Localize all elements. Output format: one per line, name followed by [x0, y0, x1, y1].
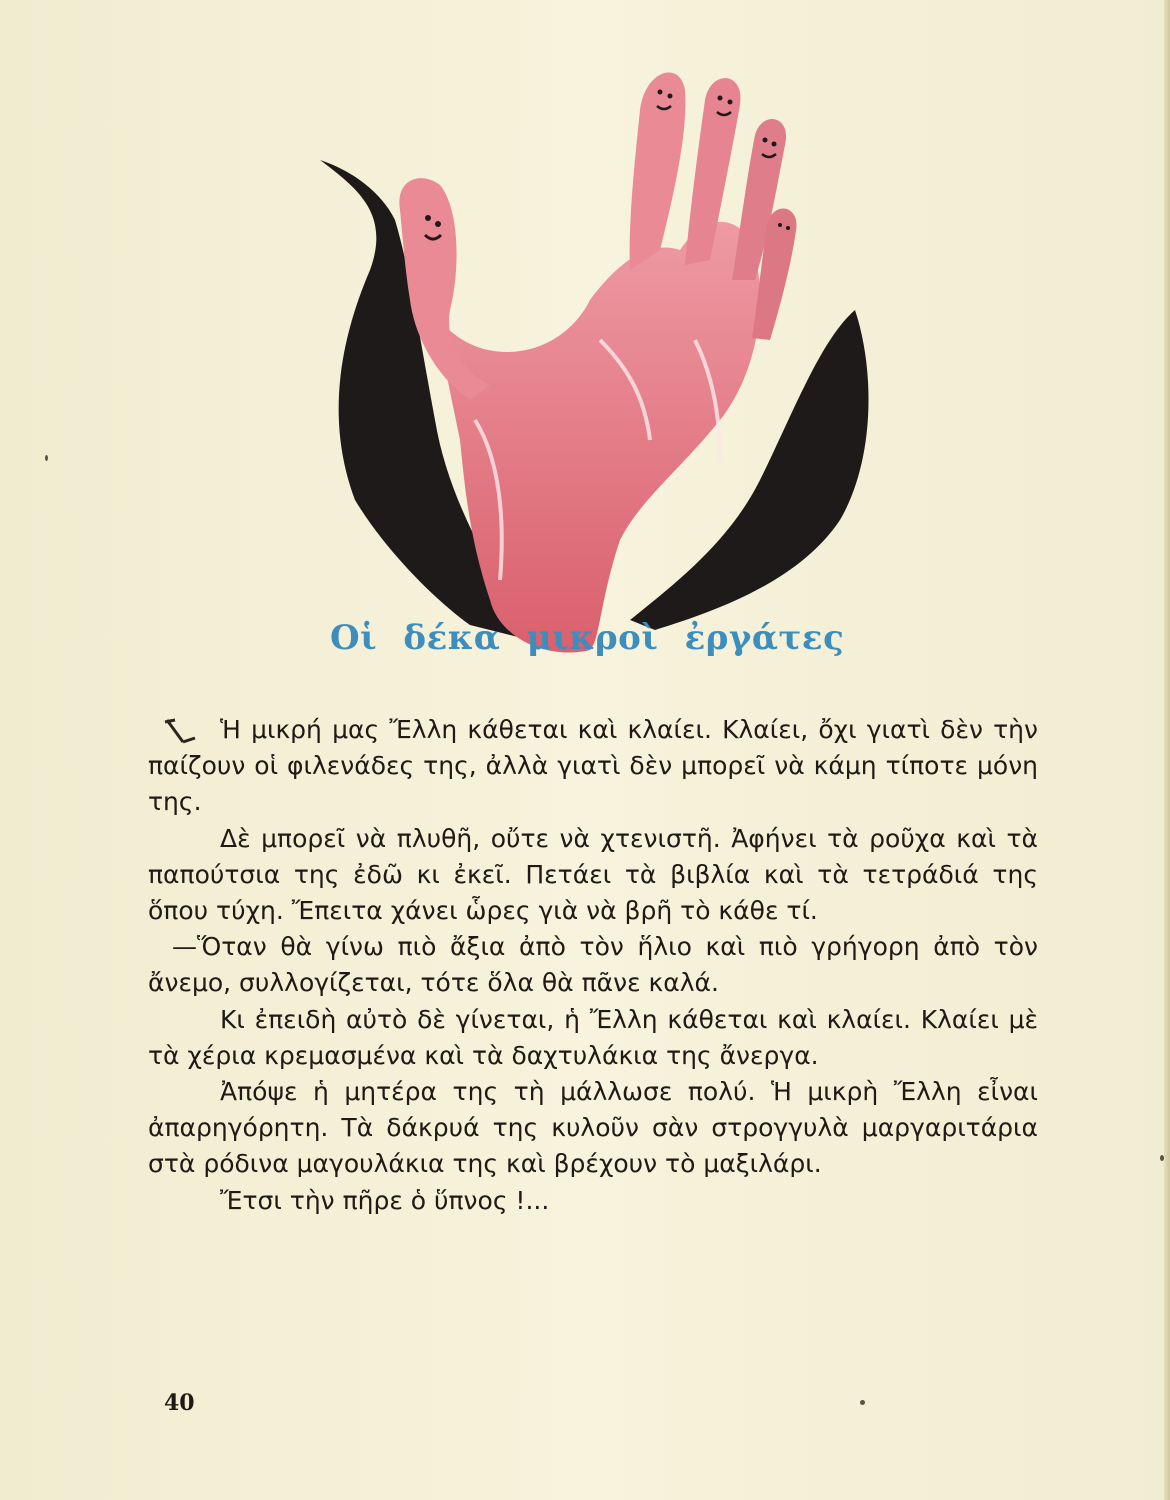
paragraph-4: Κι ἐπειδὴ αὐτὸ δὲ γίνεται, ἡ Ἔλλη κάθεται καὶ κλαίει. Κλαίει μὲ τὰ χέρια κρεμασμένα καὶ τὰ δαχτυλάκια της ἄνεργα. — [148, 1004, 1038, 1070]
story-title: Οἱ δέκα μικροὶ ἐργάτες — [330, 618, 845, 658]
paragraph-3: —Ὅταν θὰ γίνω πιὸ ἄξια ἀπὸ τὸν ἥλιο καὶ πιὸ γρήγορη ἀπὸ τὸν ἄνεμο, συλλογίζεται, τότε ὅλα θὰ πᾶνε καλά. — [148, 932, 1038, 998]
paper-speck — [45, 455, 48, 461]
paper-speck — [860, 1400, 865, 1405]
page-number: 40 — [164, 1390, 195, 1416]
paragraph-5: Ἀπόψε ἡ μητέρα της τὴ μάλλωσε πολύ. Ἡ μικρὴ Ἔλλη εἶναι ἀπαρηγόρητη. Τὰ δάκρυά της κυλοῦν σὰν στρογγυλὰ μαργαριτάρια στὰ ρόδινα μαγουλάκια της καὶ βρέχουν τὸ μαξιλάρι. — [148, 1077, 1038, 1179]
finger-index-shape — [630, 73, 686, 270]
page-edge — [1164, 0, 1170, 1500]
paragraph-6: Ἔτσι τὴν πῆρε ὁ ὕπνος !... — [220, 1185, 550, 1215]
story-body — [148, 712, 1038, 1219]
paragraph-1: Ἡ μικρή μας Ἔλλη κάθεται καὶ κλαίει. Κλαίει, ὄχι γιατὶ δὲν τὴν παίζουν οἱ φιλενάδες της, ἀλλὰ γιατὶ δὲν μπορεῖ νὰ κάμη τίποτε μόνη της. — [148, 715, 1038, 817]
paragraph-2: Δὲ μπορεῖ νὰ πλυθῆ, οὔτε νὰ χτενιστῆ. Ἀφήνει τὰ ροῦχα καὶ τὰ παπούτσια της ἐδῶ κι ἐκεῖ. Πετάει τὰ βιβλία καὶ τὰ τετράδιά της ὅπου τύχη. Ἔπειτα χάνει ὧρες γιὰ νὰ βρῆ τὸ κάθε τί. — [148, 823, 1038, 926]
hand-illustration — [300, 40, 900, 680]
paper-speck — [1160, 1155, 1164, 1161]
